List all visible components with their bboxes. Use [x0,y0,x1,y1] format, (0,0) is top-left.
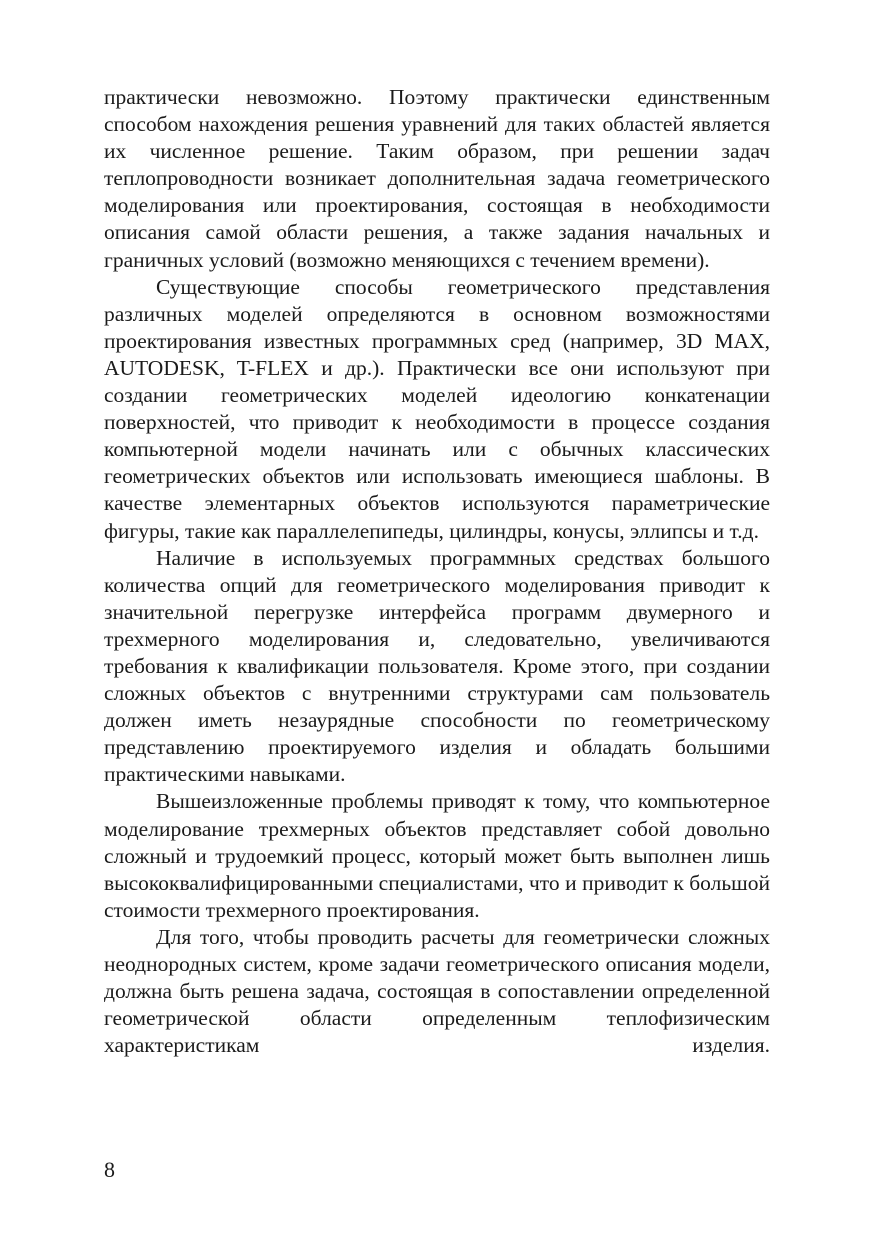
page-number: 8 [104,1157,115,1182]
paragraph-3: Наличие в используемых программных средствах большого количества опций для геометрического моделирования приводит к значительной перегрузке интерфейса программ двумерного и трехмерного моделирования и, следовательно, увеличиваются требования к квалификации пользователя. Кроме этого, при создании сложных объектов с внутренними структурами сам пользователь должен иметь незаурядные способности по геометрическому представлению проектируемого изделия и обладать большими практическими навыками. [104,545,770,787]
document-body [104,84,770,1059]
paragraph-4: Вышеизложенные проблемы приводят к тому, что компьютерное моделирование трехмерных объектов представляет собой довольно сложный и трудоемкий процесс, который может быть выполнен лишь высококвалифицированными специалистами, что и приводит к большой стоимости трехмерного проектирования. [104,789,770,922]
paragraph-5: Для того, чтобы проводить расчеты для геометрически сложных неоднородных систем, кроме задачи геометрического описания модели, должна быть решена задача, состоящая в сопоставлении определенной геометрической области определенным теплофизическим характеристикам изделия. [104,924,770,1058]
paragraph-1: практически невозможно. Поэтому практически единственным способом нахождения решения уравнений для таких областей является их численное решение. Таким образом, при решении задач теплопроводности возникает дополнительная задача геометрического моделирования или проектирования, состоящая в необходимости описания самой области решения, а также задания начальных и граничных условий (возможно меняющихся с течением времени). [104,85,770,272]
paragraph-2: Существующие способы геометрического представления различных моделей определяются в основном возможностями проектирования известных программных сред (например, 3D MAX, AUTODESK, T-FLEX и др.). Практически все они используют при создании геометрических моделей идеологию конкатенации поверхностей, что приводит к необходимости в процессе создания компьютерной модели начинать или с обычных классических геометрических объектов или использовать имеющиеся шаблоны. В качестве элементарных объектов используются параметрические фигуры, такие как параллелепипеды, цилиндры, конусы, эллипсы и т.д. [104,274,770,543]
